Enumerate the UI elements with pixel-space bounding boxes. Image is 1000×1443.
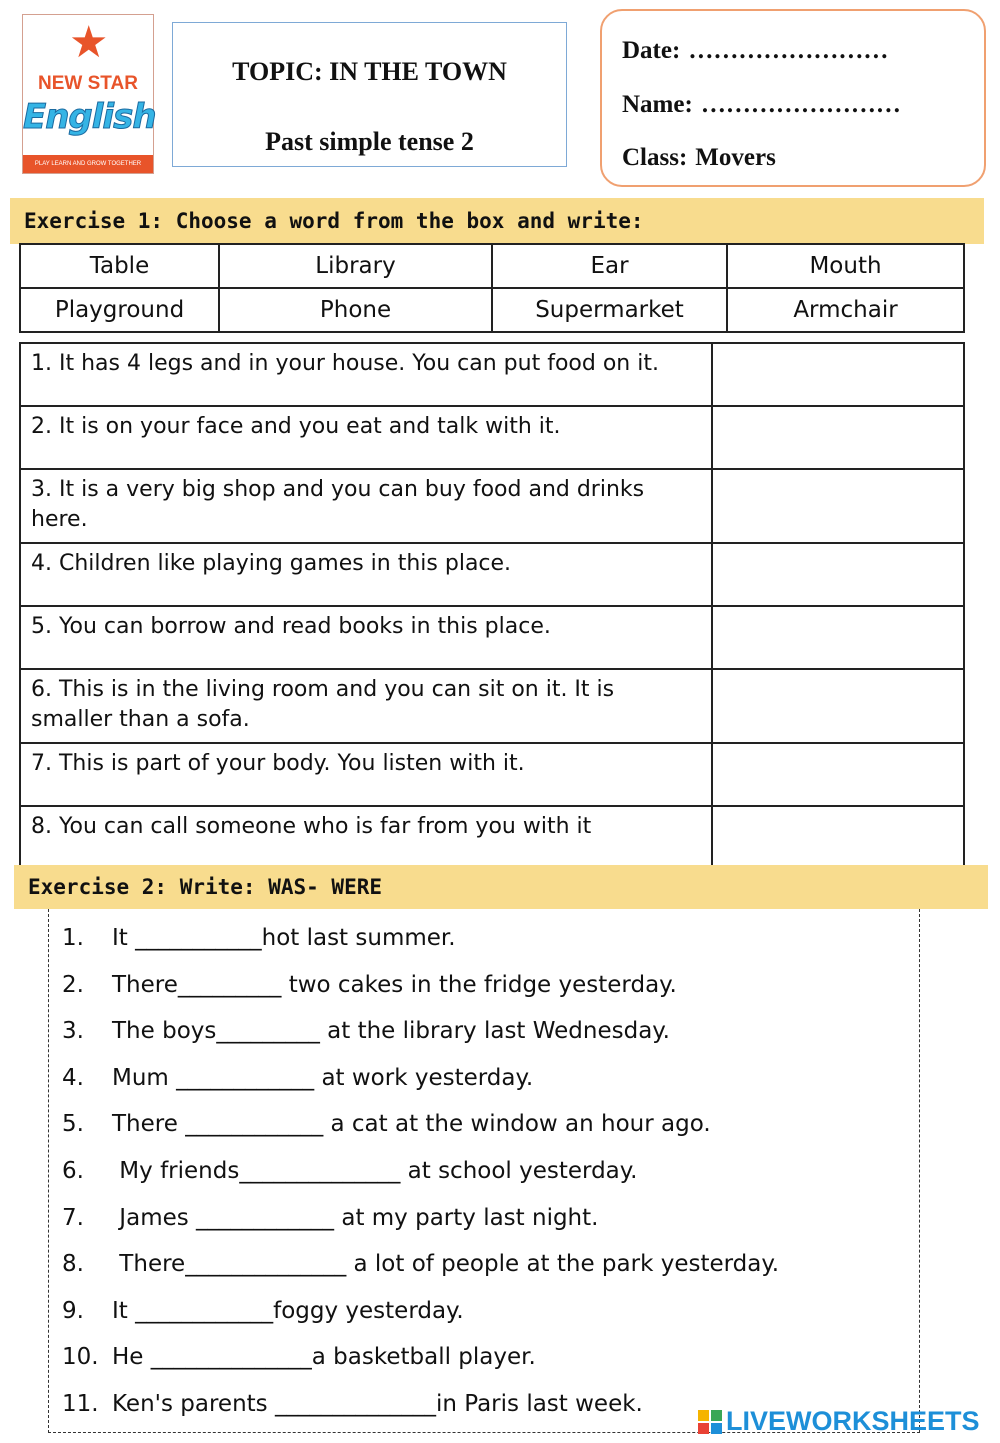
answer-field[interactable] bbox=[712, 606, 964, 669]
exercise2-item[interactable] bbox=[62, 1111, 711, 1137]
item-text: He ______________a basketball player. bbox=[112, 1344, 536, 1370]
date-row bbox=[622, 37, 888, 65]
question-row bbox=[20, 743, 964, 806]
exercise1-heading: Exercise 1: Choose a word from the box and write: bbox=[10, 198, 984, 244]
logo bbox=[22, 14, 154, 174]
item-text: James ____________ at my party last night. bbox=[112, 1205, 599, 1231]
question-text: 4. Children like playing games in this place. bbox=[20, 543, 712, 606]
item-text: The boys_________ at the library last Wednesday. bbox=[112, 1018, 670, 1044]
answer-field[interactable] bbox=[712, 406, 964, 469]
topic-subtitle: Past simple tense 2 bbox=[265, 127, 474, 156]
class-label: Class: bbox=[622, 144, 688, 171]
question-row bbox=[20, 606, 964, 669]
exercise2-item[interactable] bbox=[62, 1298, 464, 1324]
answer-field[interactable] bbox=[712, 743, 964, 806]
date-label: Date: bbox=[622, 37, 681, 64]
word-row bbox=[20, 244, 964, 288]
logo-tagline: PLAY LEARN AND GROW TOGETHER bbox=[23, 155, 153, 173]
question-text: 2. It is on your face and you eat and talk with it. bbox=[20, 406, 712, 469]
exercise2-item[interactable] bbox=[62, 1391, 643, 1417]
exercise2-item[interactable] bbox=[62, 1344, 536, 1370]
liveworksheets-icon bbox=[698, 1410, 724, 1436]
answer-field[interactable] bbox=[712, 806, 964, 869]
question-row bbox=[20, 406, 964, 469]
class-row bbox=[622, 144, 776, 172]
item-number: 1. bbox=[62, 925, 84, 951]
word-cell: Playground bbox=[20, 288, 219, 332]
exercise2-item[interactable] bbox=[62, 925, 456, 951]
answer-field[interactable] bbox=[712, 343, 964, 406]
item-text: Mum ____________ at work yesterday. bbox=[112, 1065, 534, 1091]
answer-field[interactable] bbox=[712, 543, 964, 606]
item-text: It ___________hot last summer. bbox=[112, 925, 456, 951]
word-cell: Table bbox=[20, 244, 219, 288]
word-cell: Library bbox=[219, 244, 492, 288]
item-number: 10. bbox=[62, 1344, 99, 1370]
question-text: 6. This is in the living room and you can sit on it. It is smaller than a sofa. bbox=[20, 669, 712, 743]
question-text: 5. You can borrow and read books in this place. bbox=[20, 606, 712, 669]
word-cell: Mouth bbox=[727, 244, 964, 288]
question-text: 3. It is a very big shop and you can buy food and drinks here. bbox=[20, 469, 712, 543]
question-row bbox=[20, 343, 964, 406]
name-row bbox=[622, 91, 901, 119]
exercise2-item[interactable] bbox=[62, 1251, 779, 1277]
exercise2-item[interactable] bbox=[62, 1205, 598, 1231]
liveworksheets-watermark[interactable] bbox=[698, 1404, 998, 1440]
exercise2-item[interactable] bbox=[62, 1158, 637, 1184]
exercise2-item[interactable] bbox=[62, 1065, 533, 1091]
exercise2-item[interactable] bbox=[62, 972, 677, 998]
star-icon: ★ bbox=[69, 17, 109, 68]
question-text: 8. You can call someone who is far from you with it bbox=[20, 806, 712, 869]
item-text: There______________ a lot of people at the park yesterday. bbox=[112, 1251, 780, 1277]
question-row bbox=[20, 469, 964, 543]
watermark-text: LIVEWORKSHEETS bbox=[726, 1406, 980, 1436]
name-field[interactable]: …………………… bbox=[700, 91, 901, 118]
word-box bbox=[19, 243, 965, 333]
name-label: Name: bbox=[622, 91, 693, 118]
word-cell: Ear bbox=[492, 244, 727, 288]
word-cell: Supermarket bbox=[492, 288, 727, 332]
item-number: 7. bbox=[62, 1205, 84, 1231]
question-table bbox=[19, 342, 965, 870]
word-row bbox=[20, 288, 964, 332]
answer-field[interactable] bbox=[712, 469, 964, 543]
date-field[interactable]: …………………… bbox=[688, 37, 889, 64]
item-number: 2. bbox=[62, 972, 84, 998]
word-cell: Phone bbox=[219, 288, 492, 332]
question-row bbox=[20, 543, 964, 606]
logo-line1: NEW STAR bbox=[38, 73, 138, 94]
answer-field[interactable] bbox=[712, 669, 964, 743]
item-number: 8. bbox=[62, 1251, 84, 1277]
item-number: 3. bbox=[62, 1018, 84, 1044]
topic-title: TOPIC: IN THE TOWN bbox=[232, 57, 507, 86]
item-text: It ____________foggy yesterday. bbox=[112, 1298, 464, 1324]
class-value: Movers bbox=[695, 144, 776, 171]
item-number: 4. bbox=[62, 1065, 84, 1091]
item-number: 9. bbox=[62, 1298, 84, 1324]
item-number: 11. bbox=[62, 1391, 99, 1417]
question-row bbox=[20, 669, 964, 743]
topic-box bbox=[172, 22, 567, 167]
item-number: 5. bbox=[62, 1111, 84, 1137]
logo-line2: English bbox=[23, 97, 156, 137]
exercise2-heading: Exercise 2: Write: WAS- WERE bbox=[14, 865, 988, 909]
item-text: My friends______________ at school yesterday. bbox=[112, 1158, 638, 1184]
item-number: 6. bbox=[62, 1158, 84, 1184]
question-text: 7. This is part of your body. You listen with it. bbox=[20, 743, 712, 806]
student-info-box bbox=[600, 9, 986, 187]
item-text: There ____________ a cat at the window an hour ago. bbox=[112, 1111, 711, 1137]
word-cell: Armchair bbox=[727, 288, 964, 332]
question-text: 1. It has 4 legs and in your house. You can put food on it. bbox=[20, 343, 712, 406]
question-row bbox=[20, 806, 964, 869]
item-text: Ken's parents ______________in Paris last week. bbox=[112, 1391, 643, 1417]
exercise2-item[interactable] bbox=[62, 1018, 670, 1044]
item-text: There_________ two cakes in the fridge yesterday. bbox=[112, 972, 677, 998]
